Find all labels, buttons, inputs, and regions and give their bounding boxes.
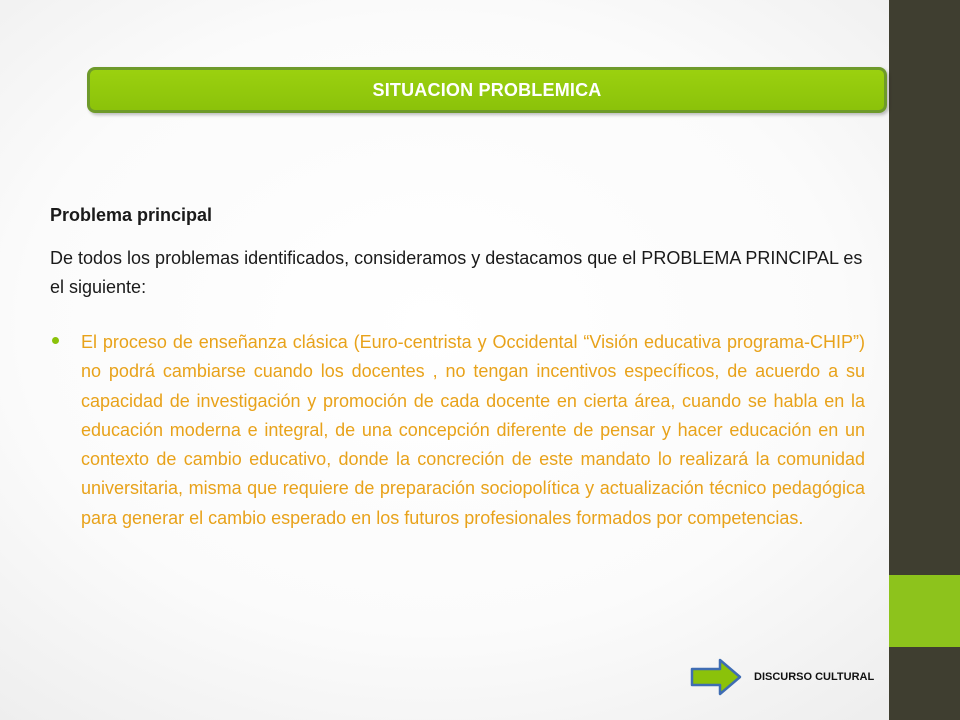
arrow-right-icon[interactable]	[690, 658, 742, 696]
intro-paragraph: De todos los problemas identificados, consideramos y destacamos que el PROBLEMA PRINCIPAL es el siguiente:	[50, 248, 863, 297]
title-banner	[87, 67, 887, 113]
bullet-icon	[52, 337, 59, 344]
section-heading: Problema principal	[50, 205, 213, 225]
bullet-text: El proceso de enseñanza clásica (Euro-centrista y Occidental “Visión educativa programa-CHIP”) no podrá cambiarse cuando los docentes , no tengan incentivos específicos, de acuerdo a su capacidad de investigación y promoción de cada docente en cierta área, cuando se habla en la educación moderna e integral, de una concepción diferente de pensar y hacer educación en un contexto de cambio educativo, donde la concreción de este mandato lo realizará la comunidad universitaria, misma que requiere de preparación sociopolítica y actualización técnico pedagógica para generar el cambio esperado en los futuros profesionales formados por competencias.	[81, 332, 865, 528]
slide-content	[50, 200, 865, 533]
bullet-list	[50, 328, 865, 533]
side-bar-accent	[889, 575, 960, 647]
list-item	[50, 328, 865, 533]
next-slide-link[interactable]	[690, 658, 874, 696]
next-slide-label[interactable]: DISCURSO CULTURAL	[754, 671, 875, 683]
slide-title: SITUACION PROBLEMICA	[372, 79, 602, 100]
